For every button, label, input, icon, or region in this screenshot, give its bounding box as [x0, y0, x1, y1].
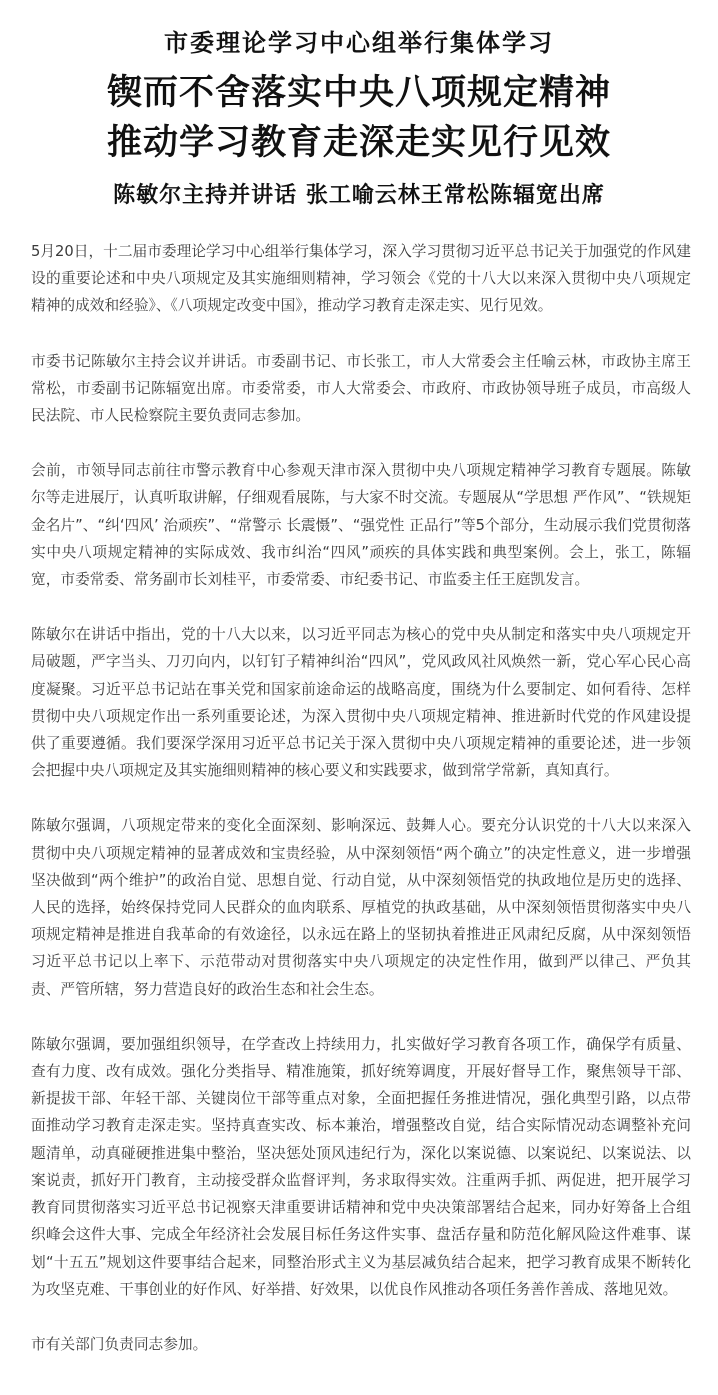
article-body: [31, 238, 691, 1358]
kicker-headline: 市委理论学习中心组举行集体学习: [164, 28, 554, 57]
paragraph-7: 市有关部门负责同志参加。: [31, 1335, 208, 1353]
paragraph-6: 陈敏尔强调，要加强组织领导，在学查改上持续用力，扎实做好学习教育各项工作，确保学有质量、查有力度、改有成效。强化分类指导、精准施策，抓好统筹调度，开展好督导工作，聚焦领导干部、新提拔干部、年轻干部、关键岗位干部等重点对象，全面把握任务推进情况，强化典型引路，以点带面推动学习教育走深走实。坚持真查实改、标本兼治，增强整改自觉，结合实际情况动态调整补充问题清单，动真碰硬推进集中整治，坚决惩处顶风违纪行为，深化以案说德、以案说纪、以案说法、以案说责，抓好开门教育，主动接受群众监督评判，务求取得实效。注重两手抓、两促进，把开展学习教育同贯彻落实习近平总书记视察天津重要讲话精神和党中央决策部署结合起来，同办好筹备上合组织峰会这件大事、完成全年经济社会发展目标任务这件实事、盘活存量和防范化解风险这件难事、谋划“十五五”规划这件要事结合起来，同整治形式主义为基层减负结合起来，把学习教育成果不断转化为攻坚克难、干事创业的好作风、好举措、好效果，以优良作风推动各项任务善作善成、落地见效。: [31, 1035, 691, 1298]
main-title-line-2: 推动学习教育走深走实见行见效: [106, 123, 611, 163]
main-title-line-1: 锲而不舍落实中央八项规定精神: [106, 73, 611, 113]
main-title: [0, 68, 718, 168]
paragraph-5: 陈敏尔强调，八项规定带来的变化全面深刻、影响深远、鼓舞人心。要充分认识党的十八大以来深入贯彻中央八项规定精神的显著成效和宝贵经验，从中深刻领悟“两个确立”的决定性意义，进一步增强坚决做到“两个维护”的政治自觉、思想自觉、行动自觉，从中深刻领悟党的执政地位是历史的选择、人民的选择，始终保持党同人民群众的血肉联系、厚植党的执政基础，从中深刻领悟贯彻落实中央八项规定精神是推进自我革命的有效途径，以永远在路上的坚韧执着推进正风肃纪反腐，从中深刻领悟习近平总书记以上率下、示范带动对贯彻落实中央八项规定的决定性作用，做到严以律己、严负其责、严管所辖，努力营造良好的政治生态和社会生态。: [31, 817, 691, 998]
subtitle-headline: 陈敏尔主持并讲话 张工喻云林王常松陈辐宽出席: [113, 182, 605, 208]
paragraph-1: 5月20日，十二届市委理论学习中心组举行集体学习，深入学习贯彻习近平总书记关于加强党的作风建设的重要论述和中央八项规定及其实施细则精神，学习领会《党的十八大以来深入贯彻中央八项规定精神的成效和经验》、《八项规定改变中国》，推动学习教育走深走实、见行见效。: [31, 243, 691, 315]
paragraph-4: 陈敏尔在讲话中指出，党的十八大以来，以习近平同志为核心的党中央从制定和落实中央八项规定开局破题，严字当头、刀刃向内，以钉钉子精神纠治“四风”，党风政风社风焕然一新，党心军心民心高度凝聚。习近平总书记站在事关党和国家前途命运的战略高度，围绕为什么要制定、如何看待、怎样贯彻中央八项规定作出一系列重要论述，为深入贯彻中央八项规定精神、推进新时代党的作风建设提供了重要遵循。我们要深学深用习近平总书记关于深入贯彻中央八项规定精神的重要论述，进一步领会把握中央八项规定及其实施细则精神的核心要义和实践要求，做到常学常新，真知真行。: [31, 626, 691, 780]
paragraph-3: 会前，市领导同志前往市警示教育中心参观天津市深入贯彻中央八项规定精神学习教育专题展。陈敏尔等走进展厅，认真听取讲解，仔细观看展陈，与大家不时交流。专题展从“学思想 严作风”、“铁规矩 金名片”、“纠‘四风’ 治顽疾”、“常警示 长震慑”、“强党性 正品行”等5个部分，生动展示我们党贯彻落实中央八项规定精神的实际成效、我市纠治“四风”顽疾的具体实践和典型案例。会上，张工，陈辐宽，市委常委、常务副市长刘桂平，市委常委、市纪委书记、市监委主任王庭凯发言。: [31, 462, 691, 589]
paragraph-2: 市委书记陈敏尔主持会议并讲话。市委副书记、市长张工，市人大常委会主任喻云林，市政协主席王常松，市委副书记陈辐宽出席。市委常委，市人大常委会、市政府、市政协领导班子成员，市高级人民法院、市人民检察院主要负责同志参加。: [31, 352, 691, 425]
